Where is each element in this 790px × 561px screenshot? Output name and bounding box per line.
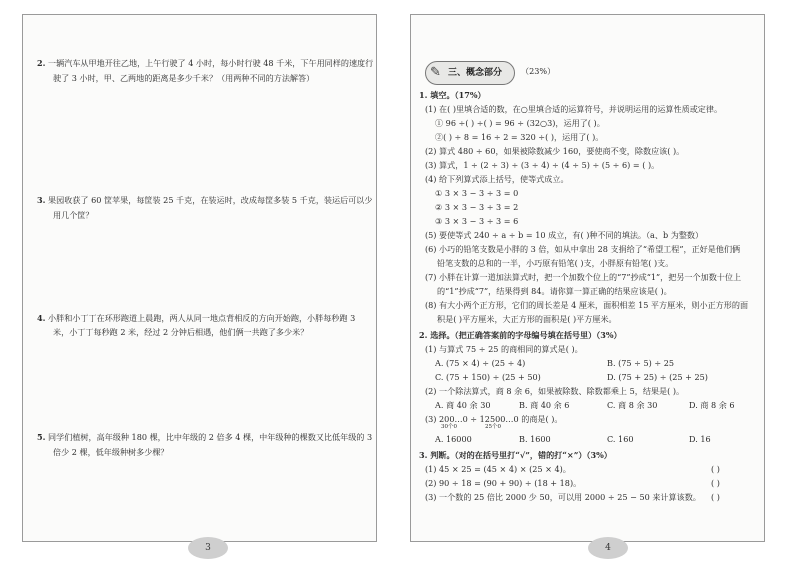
q3-s1-answer-box[interactable]: ( ) — [711, 464, 720, 474]
q3-s2-answer-box[interactable]: ( ) — [711, 478, 720, 488]
q2-s2: (2) 一个除法算式，商 8 余 6，如果被除数、除数都乘上 5，结果是( )。 — [425, 386, 685, 396]
q3-s3-answer-box[interactable]: ( ) — [711, 492, 720, 502]
q2-s2-option-b: B. 商 40 余 6 — [519, 400, 570, 410]
q1-s1b: ②( ) ÷ 8 = 16 ÷ 2 = 320 ÷( )，运用了( )。 — [435, 132, 604, 142]
q1-s2: (2) 算式 480 ÷ 60，如果被除数减少 160，要使商不变，除数应该( )。 — [425, 146, 685, 156]
question-4: 4. 小胖和小丁丁在环形跑道上晨跑，两人从同一地点背相反的方向开始跑，小胖每秒跑 3 — [37, 313, 356, 323]
q1-s4c: ③ 3 × 3 − 3 ÷ 3 = 6 — [435, 216, 519, 226]
page-number-left: 3 — [188, 537, 228, 559]
q2-s3-option-d: D. 16 — [689, 434, 711, 444]
pencil-icon: ✎ — [430, 65, 441, 80]
q1-s6b: 铅笔支数的总和的一半，小巧原有铅笔( )支，小胖原有铅笔( )支。 — [437, 258, 674, 268]
q2-s1: (1) 与算式 75 ÷ 25 的商相同的算式是( )。 — [425, 344, 583, 354]
question-2: 2. 一辆汽车从甲地开往乙地，上午行驶了 4 小时，每小时行驶 48 千米，下午用同样的速度行 — [37, 58, 374, 68]
question-5: 5. 同学们植树，高年级种 180 棵，比中年级的 2 倍多 4 棵，中年级种的棵数又比低年级的 3 — [37, 432, 373, 442]
q1-title: 1. 填空。（17%） — [419, 90, 486, 100]
q1-s1a: ① 96 ÷( ) ÷( ) = 96 ÷ (32○3)，运用了( )。 — [435, 118, 605, 128]
section-badge — [425, 61, 515, 85]
q2-s3-note-zeros-2: 25个0 — [485, 424, 501, 430]
q2-s3-option-a: A. 16000 — [435, 434, 472, 444]
q3-s1: (1) 45 × 25 = (45 × 4) × (25 × 4)。 — [425, 464, 571, 474]
question-4-line2: 米，小丁丁每秒跑 2 米，经过 2 分钟后相遇，他们俩一共跑了多少米？ — [53, 327, 309, 337]
q1-s6a: (6) 小巧的铅笔支数是小胖的 3 倍，如从中拿出 28 支捐给了“希望工程”，正好是他们俩 — [425, 244, 741, 254]
left-page — [22, 14, 377, 553]
q1-s4b: ② 3 × 3 − 3 ÷ 3 = 2 — [435, 202, 519, 212]
q2-s3: (3) 200…0 ÷ 12500…0 的商是( )。 — [425, 414, 563, 424]
q1-s8a: (8) 有大小两个正方形，它们的周长差是 4 厘米，面积相差 15 平方厘米，则小正方形的面 — [425, 300, 749, 310]
question-2-line2: 驶了 3 小时，甲、乙两地的距离是多少千米？（用两种不同的方法解答） — [53, 73, 315, 83]
q2-s1-option-b: B. (75 ÷ 5) ÷ 25 — [607, 358, 675, 368]
q1-s1: (1) 在( )里填合适的数，在○里填合适的运算符号，并说明运用的运算性质或定律。 — [425, 104, 723, 114]
q3-s3: (3) 一个数的 25 倍比 2000 少 50，可以用 2000 ÷ 25 − 50 来计算该数。 — [425, 492, 701, 502]
q2-s2-option-d: D. 商 8 余 6 — [689, 400, 735, 410]
q1-s4: (4) 给下列算式添上括号，使等式成立。 — [425, 174, 569, 184]
q1-s8b: 积是( )平方厘米，大正方形的面积是( )平方厘米。 — [437, 314, 617, 324]
question-3-line2: 用几个筐？ — [53, 210, 94, 220]
q1-s7b: 的“1”抄成“7”，结果得到 84。请你算一算正确的结果应该是( )。 — [437, 286, 672, 296]
q2-s3-option-b: B. 1600 — [519, 434, 551, 444]
right-page — [410, 14, 765, 553]
question-5-line2: 倍少 2 棵，低年级种树多少棵？ — [53, 447, 169, 457]
q1-s7a: (7) 小胖在计算一道加法算式时，把一个加数个位上的“7”抄成“1”，把另一个加数十位上 — [425, 272, 742, 282]
q1-s4a: ① 3 × 3 − 3 ÷ 3 = 0 — [435, 188, 519, 198]
section-title: 三、概念部分 — [448, 68, 503, 78]
q1-s3: (3) 算式，1 ÷ (2 ÷ 3) ÷ (3 ÷ 4) ÷ (4 ÷ 5) ÷ (5 ÷ 6) = ( )。 — [425, 160, 660, 170]
q2-title: 2. 选择。（把正确答案前的字母编号填在括号里）（3%） — [419, 330, 622, 340]
question-3: 3. 果园收获了 60 筐苹果，每筐装 25 千克，在装运时，改成每筐多装 5 千克，装运后可以少 — [37, 195, 373, 205]
q2-s2-option-a: A. 商 40 余 30 — [435, 400, 491, 410]
q2-s1-option-d: D. (75 + 25) ÷ (25 + 25) — [607, 372, 708, 382]
q2-s3-option-c: C. 160 — [607, 434, 634, 444]
q2-s1-option-a: A. (75 × 4) ÷ (25 ÷ 4) — [435, 358, 526, 368]
q3-s2: (2) 90 ÷ 18 = (90 + 90) ÷ (18 + 18)。 — [425, 478, 582, 488]
q2-s1-option-c: C. (75 + 150) ÷ (25 + 50) — [435, 372, 541, 382]
q2-s2-option-c: C. 商 8 余 30 — [607, 400, 658, 410]
q3-title: 3. 判断。（对的在括号里打“√”，错的打“×”）（3%） — [419, 450, 612, 460]
section-percent: （23%） — [521, 66, 556, 76]
q2-s3-note-zeros-1: 30个0 — [441, 424, 457, 430]
q1-s5: (5) 要使等式 240 ÷ a ÷ b = 10 成立，有( )种不同的填法。（a、b 为整数） — [425, 230, 704, 240]
page-number-right: 4 — [588, 537, 628, 559]
